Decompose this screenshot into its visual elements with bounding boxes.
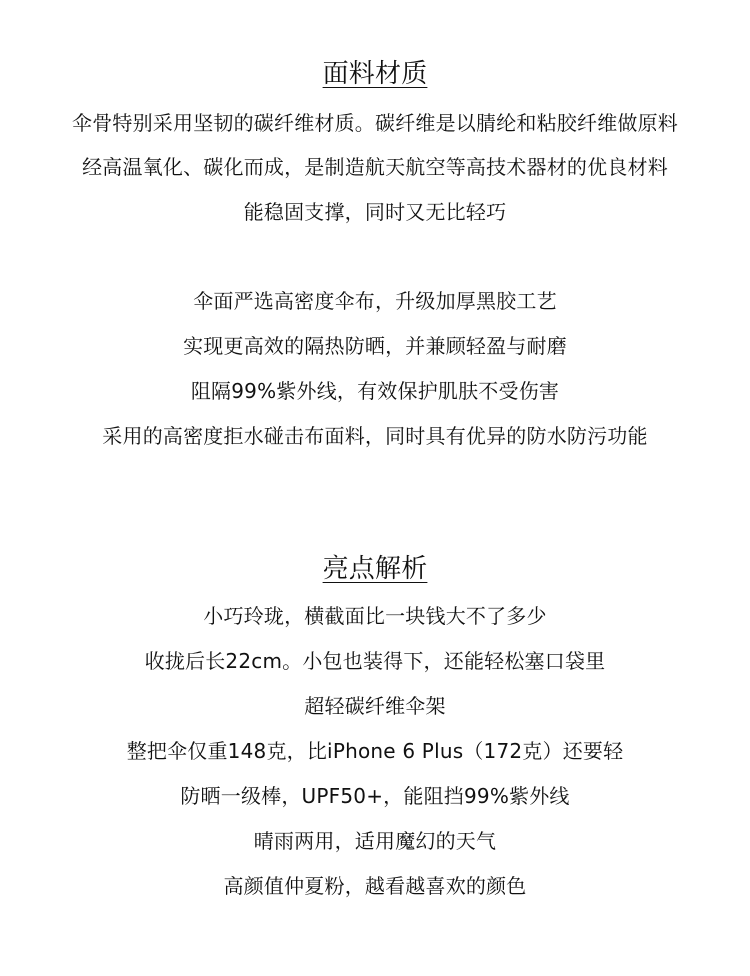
material-title: 面料材质 <box>322 59 428 89</box>
highlight-line-1: 小巧玲珑，横截面比一块钱大不了多少 <box>203 604 547 628</box>
material-line-3: 能稳固支撑，同时又无比轻巧 <box>243 200 507 224</box>
highlight-line-4: 整把伞仅重148克，比iPhone 6 Plus（172克）还要轻 <box>126 739 624 763</box>
fabric-line-2: 实现更高效的隔热防晒，并兼顾轻盈与耐磨 <box>183 334 567 358</box>
highlight-line-7: 高颜值仲夏粉，越看越喜欢的颜色 <box>223 874 527 898</box>
highlight-line-3: 超轻碳纤维伞架 <box>304 694 446 718</box>
fabric-line-4: 采用的高密度拒水碰击布面料，同时具有优异的防水防污功能 <box>102 424 648 448</box>
fabric-line-3: 阻隔99%紫外线，有效保护肌肤不受伤害 <box>190 379 560 403</box>
material-line-1: 伞骨特别采用坚韧的碳纤维材质。碳纤维是以腈纶和粘胶纤维做原料 <box>72 111 678 135</box>
material-line-2: 经高温氧化、碳化而成，是制造航天航空等高技术器材的优良材料 <box>82 155 668 179</box>
highlight-line-6: 晴雨两用，适用魔幻的天气 <box>253 829 497 853</box>
fabric-line-1: 伞面严选高密度伞布，升级加厚黑胶工艺 <box>193 289 557 313</box>
highlight-line-2: 收拢后长22cm。小包也装得下，还能轻松塞口袋里 <box>144 649 606 673</box>
highlights-title: 亮点解析 <box>322 554 428 584</box>
highlight-line-5: 防晒一级棒，UPF50+，能阻挡99%紫外线 <box>180 784 570 808</box>
